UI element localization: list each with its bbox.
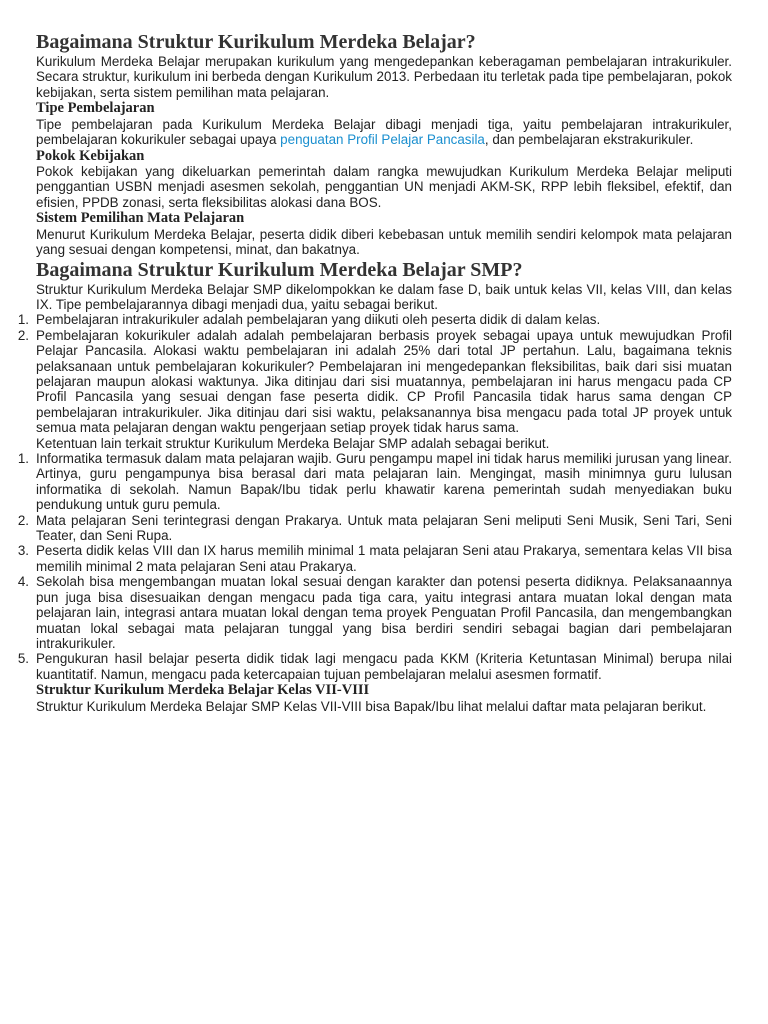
- list-number: 5.: [17, 651, 29, 667]
- list-number: 3.: [17, 543, 29, 559]
- list-item-text: Pembelajaran intrakurikuler adalah pembelajaran yang diikuti oleh peserta didik di dalam kelas.: [36, 312, 601, 328]
- sistem-pemilihan-paragraph: Menurut Kurikulum Merdeka Belajar, peserta didik diberi kebebasan untuk memilih sendiri kelompok mata pelajaran yang sesuai dengan kompetensi, minat, dan bakatnya.: [36, 226, 732, 258]
- list-item: [17, 312, 732, 328]
- list-number: 2.: [17, 512, 29, 528]
- list-item-text: Pembelajaran kokurikuler adalah adalah pembelajaran berbasis proyek sebagai upaya untuk mewujudkan Profil Pelajar Pancasila. Alokasi waktu pembelajaran ini adalah 25% dari total JP pertahun. Lalu, bagaimana teknis pelaksanaan untuk pembelajaran kokurikuler? Pembelajaran ini mengedepankan fleksibilitas, baik dari sisi muatan pelajaran maupun alokasi waktunya. Jika ditinjau dari sisi muatannya, pembelajaran ini harus mengacu pada CP Profil Pancasila yang sesuai dengan fase peserta didik. CP Profil Pancasila tidak harus sama dengan CP pembelajaran intrakurikuler. Jika ditinjau dari sisi waktu, pelaksanannya bisa mengacu pada total JP proyek untuk semua mata pelajaran dengan waktu pengerjaan setiap proyek tidak harus sama.: [36, 327, 732, 436]
- subheading-kelas-vii-viii: Struktur Kurikulum Merdeka Belajar Kelas VII-VIII: [36, 682, 370, 699]
- intro-paragraph: Kurikulum Merdeka Belajar merupakan kurikulum yang mengedepankan keberagaman pembelajaran intrakurikuler. Secara struktur, kurikulum ini berbeda dengan Kurikulum 2013. Perbedaan itu terletak pada tipe pembelajaran, pokok kebijakan, serta sistem pemilihan mata pelajaran.: [36, 54, 732, 100]
- list-number: 2.: [17, 327, 29, 343]
- list-item: [17, 327, 732, 436]
- article: [17, 30, 732, 714]
- list-item-text: Peserta didik kelas VIII dan IX harus memilih minimal 1 mata pelajaran Seni atau Prakarya, sementara kelas VII bisa memilih minimal 2 mata pelajaran Seni atau Prakarya.: [36, 543, 732, 574]
- tipe-text-before: Tipe pembelajaran pada Kurikulum Merdeka Belajar dibagi menjadi tiga, yaitu pembelajaran intrakurikuler, pembelajaran kokurikuler sebagai upaya: [36, 116, 732, 148]
- list-item: [17, 574, 732, 651]
- list-item: [17, 543, 732, 574]
- tipe-pembelajaran-paragraph: [36, 117, 732, 148]
- list-item-text: Pengukuran hasil belajar peserta didik tidak lagi mengacu pada KKM (Kriteria Ketuntasan Minimal) berupa nilai kuantitatif. Namun, mengacu pada ketercapaian tujuan pembelajaran melalui asesmen formatif.: [36, 651, 732, 682]
- list-number: 4.: [17, 574, 29, 590]
- ketentuan-list: [17, 451, 732, 682]
- ketentuan-intro-paragraph: Ketentuan lain terkait struktur Kurikulum Merdeka Belajar SMP adalah sebagai berikut.: [36, 435, 550, 451]
- subheading-sistem-pemilihan: Sistem Pemilihan Mata Pelajaran: [36, 210, 245, 227]
- subheading-pokok-kebijakan: Pokok Kebijakan: [36, 147, 145, 164]
- smp-intro-paragraph: Struktur Kurikulum Merdeka Belajar SMP dikelompokkan ke dalam fase D, baik untuk kelas VII, kelas VIII, dan kelas IX. Tipe pembelajarannya dibagi menjadi dua, yaitu sebagai berikut.: [36, 281, 732, 312]
- tipe-text-after: , dan pembelajaran ekstrakurikuler.: [484, 132, 694, 148]
- profil-pelajar-pancasila-link[interactable]: penguatan Profil Pelajar Pancasila: [280, 132, 485, 148]
- list-item: [17, 512, 732, 544]
- tipe-pembelajaran-list: [17, 312, 732, 436]
- list-item-text: Sekolah bisa mengembangan muatan lokal sesuai dengan karakter dan potensi peserta didiknya. Pelaksanaannya pun juga bisa disesuaikan dengan mengacu pada tiga cara, yaitu integrasi antara muatan lokal dengan mata pelajaran lain, integrasi antara muatan lokal dengan tema proyek Penguatan Profil Pancasila, dan mengembangkan muatan lokal sebagai mata pelajaran tunggal yang bisa berdiri sendiri sebagai bagian dari pembelajaran intrakurikuler.: [36, 574, 732, 651]
- list-number: 1.: [17, 312, 29, 328]
- list-item-text: Mata pelajaran Seni terintegrasi dengan Prakarya. Untuk mata pelajaran Seni meliputi Seni Musik, Seni Tari, Seni Teater, dan Seni Rupa.: [36, 512, 732, 544]
- pokok-kebijakan-paragraph: Pokok kebijakan yang dikeluarkan pemerintah dalam rangka mewujudkan Kurikulum Merdeka Belajar meliputi penggantian USBN menjadi asesmen sekolah, penggantian UN menjadi AKM-SK, RPP lebih fleksibel, efektif, dan efisien, PPDB zonasi, serta fleksibilitas alokasi dana BOS.: [36, 164, 732, 210]
- list-item: [17, 651, 732, 682]
- list-item-text: Informatika termasuk dalam mata pelajaran wajib. Guru pengampu mapel ini tidak harus memiliki jurusan yang linear. Artinya, guru pengampunya bisa berasal dari mata pelajaran lain. Mengingat, masih minimnya guru lulusan informatika di sekolah. Namun Bapak/Ibu tidak perlu khawatir karena pemerintah sudah menyediakan buku pendukung untuk guru pemula.: [36, 451, 732, 513]
- heading-struktur-kurikulum: Bagaimana Struktur Kurikulum Merdeka Belajar?: [36, 31, 476, 53]
- heading-struktur-smp: Bagaimana Struktur Kurikulum Merdeka Belajar SMP?: [36, 258, 523, 281]
- list-number: 1.: [17, 451, 29, 467]
- kelas-vii-viii-paragraph: Struktur Kurikulum Merdeka Belajar SMP Kelas VII-VIII bisa Bapak/Ibu lihat melalui daftar mata pelajaran berikut.: [36, 698, 707, 714]
- list-item: [17, 451, 732, 513]
- subheading-tipe-pembelajaran: Tipe Pembelajaran: [36, 100, 155, 117]
